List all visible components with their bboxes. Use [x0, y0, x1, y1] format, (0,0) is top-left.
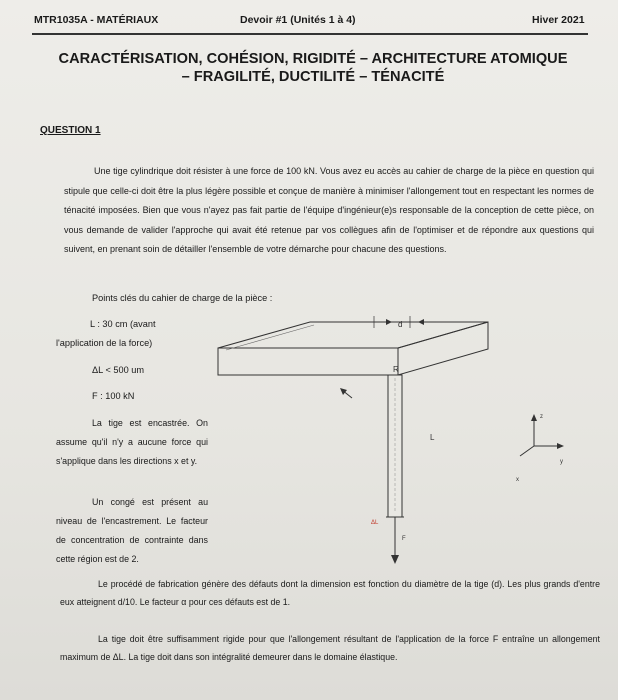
rigidity-para: La tige doit être suffisamment rigide pour que l'allongement résultant de l'application de la force F entraîne un allongement maximum de ΔL. La tige doit dans son intégralité demeurer dans le domaine élastique.: [60, 634, 600, 662]
term-label: Hiver 2021: [532, 14, 585, 26]
plate-top-face: [218, 322, 488, 348]
plate-edge-line: [226, 325, 314, 350]
axis-y-arrow: [557, 443, 564, 449]
question-heading: QUESTION 1: [40, 125, 101, 136]
points-title: Points clés du cahier de charge de la pièce :: [92, 293, 273, 303]
d-arrow-left: [386, 319, 392, 325]
plate-pointer-head: [340, 388, 347, 395]
assignment-title: Devoir #1 (Unités 1 à 4): [240, 14, 356, 26]
force-arrow-head: [391, 555, 399, 564]
fillet-label: R: [393, 365, 399, 374]
force-spec: F : 100 kN: [92, 391, 135, 401]
length-spec-cont: l'application de la force): [56, 338, 153, 348]
title-line-1: CARACTÉRISATION, COHÉSION, RIGIDITÉ – ARCHITECTURE ATOMIQUE: [58, 51, 568, 67]
course-code: MTR1035A - MATÉRIAUX: [34, 14, 159, 26]
length-spec: L : 30 cm (avant: [90, 319, 156, 329]
axis-z-label: z: [540, 414, 543, 420]
axis-x-line: [520, 446, 534, 456]
plate-side-face: [398, 322, 488, 375]
plate-front-face: [218, 348, 398, 375]
length-label: L: [430, 433, 435, 442]
axis-y-label: y: [560, 459, 563, 465]
title-line-2: – FRAGILITÉ, DUCTILITÉ – TÉNACITÉ: [181, 69, 445, 85]
elongation-spec: ΔL < 500 um: [92, 365, 145, 375]
delta-label: ΔL: [371, 520, 379, 526]
axis-z-arrow: [531, 414, 537, 421]
fillet-note: Un congé est présent au niveau de l'encastrement. Le facteur de concentration de contrainte dans cette région est de 2.: [56, 497, 208, 564]
embedded-note: La tige est encastrée. On assume qu'il n'y a aucune force qui s'applique dans les directions x et y.: [56, 418, 208, 466]
question-intro: Une tige cylindrique doit résister à une force de 100 kN. Vous avez eu accès au cahier de charge de la pièce en question qui stipule que celle-ci doit être la plus légère possible et conçue de manière à minimiser l'allongement tout en respectant les normes de ténacité imposées. Bien que vous n'ayez pas fait partie de l'équipe d'ingénieur(e)s responsable de la conception de cette pièce, on vous demande de valider l'approche qui avait été retenue par vos collègues afin de l'optimiser et de répondre aux questions qui suivent, en prenant soin de détailler l'ensemble de votre démarche pour chacune des questions.: [64, 166, 594, 255]
axis-x-label: x: [516, 477, 519, 483]
defects-para: Le procédé de fabrication génère des défauts dont la dimension est fonction du diamètre de la tige (d). Les plus grands d'entre eux atteignent d/10. Le facteur α pour ces défauts est de 1.: [60, 579, 600, 607]
d-label: d: [398, 320, 403, 329]
force-label: F: [402, 536, 406, 542]
